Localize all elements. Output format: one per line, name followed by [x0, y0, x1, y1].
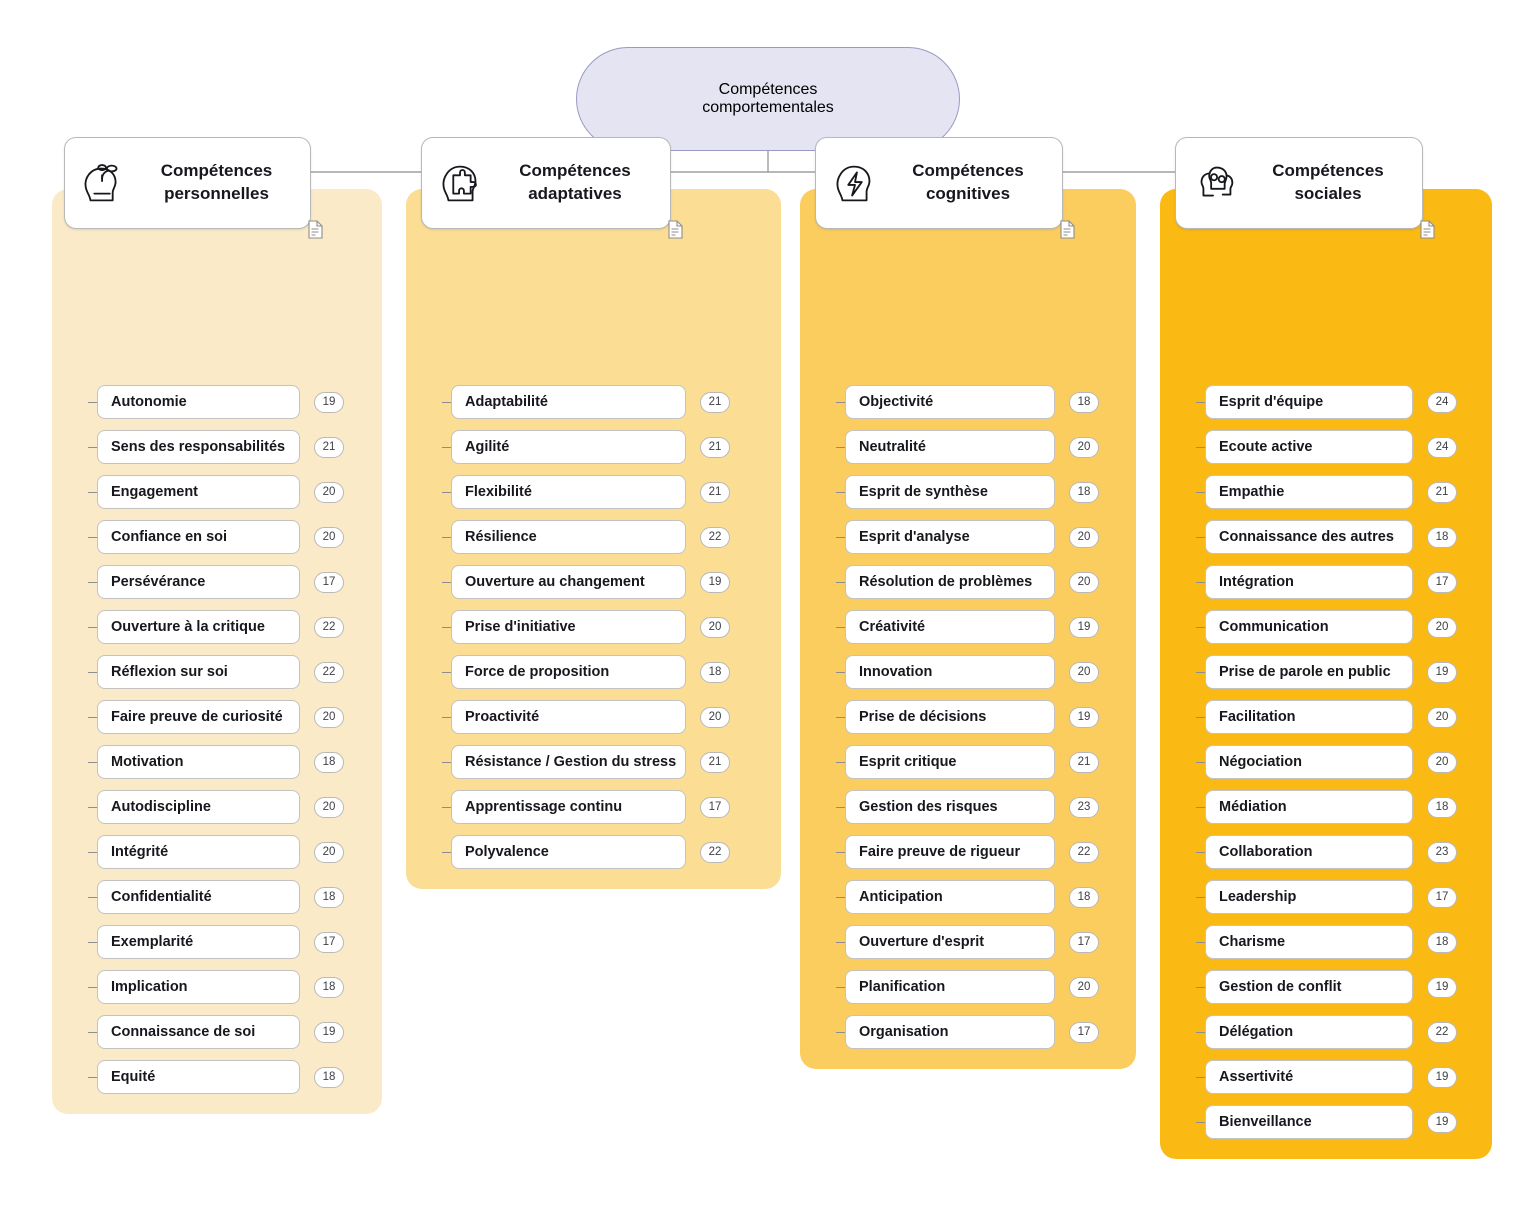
leaf-count-badge[interactable]: 21 — [700, 752, 730, 773]
leaf-count-badge[interactable]: 20 — [1069, 977, 1099, 998]
leaf-label[interactable]: Implication — [97, 970, 300, 1004]
leaf-label[interactable]: Prise de décisions — [845, 700, 1055, 734]
leaf-label[interactable]: Planification — [845, 970, 1055, 1004]
leaf-count-badge[interactable]: 19 — [1069, 617, 1099, 638]
leaf-connector — [88, 402, 97, 403]
leaf-row[interactable] — [845, 565, 1181, 599]
heads-group-icon — [1188, 156, 1242, 210]
leaf-connector — [88, 807, 97, 808]
leaf-row[interactable] — [97, 925, 427, 959]
branch-header-cognitives[interactable] — [815, 137, 1063, 229]
leaf-count-badge[interactable]: 19 — [1427, 1067, 1457, 1088]
branch-title-cognitives: Compétences cognitives — [912, 161, 1024, 203]
leaf-count-badge[interactable]: 19 — [1427, 1112, 1457, 1133]
leaf-connector — [88, 672, 97, 673]
leaf-count-badge[interactable]: 18 — [1069, 482, 1099, 503]
leaf-connector — [1196, 1032, 1205, 1033]
leaf-label[interactable]: Réflexion sur soi — [97, 655, 300, 689]
leaf-row[interactable] — [845, 745, 1181, 779]
leaf-label[interactable]: Force de proposition — [451, 655, 686, 689]
leaf-count-badge[interactable]: 20 — [1069, 662, 1099, 683]
leaf-row[interactable] — [451, 565, 826, 599]
leaf-count-badge[interactable]: 18 — [1427, 932, 1457, 953]
leaf-label[interactable]: Intégrité — [97, 835, 300, 869]
leaf-count-badge[interactable]: 18 — [314, 887, 344, 908]
leaf-connector — [442, 627, 451, 628]
branch-title-adaptatives: Compétences adaptatives — [519, 161, 631, 203]
leaf-label[interactable]: Assertivité — [1205, 1060, 1413, 1094]
leaf-row[interactable] — [1205, 520, 1536, 554]
leaf-count-badge[interactable]: 17 — [1427, 887, 1457, 908]
leaf-list-cognitives — [845, 385, 1181, 1060]
leaf-count-badge[interactable]: 20 — [1427, 617, 1457, 638]
leaf-row[interactable] — [845, 835, 1181, 869]
leaf-label[interactable]: Connaissance de soi — [97, 1015, 300, 1049]
leaf-count-badge[interactable]: 21 — [1069, 752, 1099, 773]
leaf-row[interactable] — [1205, 925, 1536, 959]
leaf-label[interactable]: Motivation — [97, 745, 300, 779]
leaf-label[interactable]: Créativité — [845, 610, 1055, 644]
head-plant-icon — [77, 156, 131, 210]
leaf-count-badge[interactable]: 20 — [700, 617, 730, 638]
leaf-connector — [836, 492, 845, 493]
leaf-connector — [442, 447, 451, 448]
leaf-count-badge[interactable]: 20 — [1427, 752, 1457, 773]
head-puzzle-icon — [432, 154, 490, 212]
branch-panel-cognitives[interactable] — [800, 161, 1136, 1069]
leaf-count-badge[interactable]: 22 — [1427, 1022, 1457, 1043]
leaf-row[interactable] — [845, 970, 1181, 1004]
leaf-connector — [88, 492, 97, 493]
leaf-label[interactable]: Agilité — [451, 430, 686, 464]
leaf-label[interactable]: Proactivité — [451, 700, 686, 734]
leaf-connector — [1196, 492, 1205, 493]
leaf-label[interactable]: Leadership — [1205, 880, 1413, 914]
leaf-row[interactable] — [451, 790, 826, 824]
leaf-connector — [88, 582, 97, 583]
leaf-connector — [1196, 852, 1205, 853]
leaf-connector — [88, 447, 97, 448]
leaf-label[interactable]: Gestion de conflit — [1205, 970, 1413, 1004]
leaf-count-badge[interactable]: 17 — [700, 797, 730, 818]
leaf-connector — [442, 852, 451, 853]
leaf-row[interactable] — [1205, 790, 1536, 824]
leaf-count-badge[interactable]: 18 — [1069, 392, 1099, 413]
leaf-count-badge[interactable]: 20 — [314, 797, 344, 818]
leaf-connector — [836, 807, 845, 808]
note-icon[interactable] — [1059, 220, 1076, 239]
leaf-connector — [88, 987, 97, 988]
leaf-label[interactable]: Exemplarité — [97, 925, 300, 959]
leaf-count-badge[interactable]: 20 — [1069, 437, 1099, 458]
root-node[interactable] — [576, 47, 960, 151]
branch-panel-personnelles[interactable] — [52, 161, 382, 1114]
leaf-connector — [1196, 402, 1205, 403]
leaf-connector — [442, 762, 451, 763]
leaf-connector — [88, 1032, 97, 1033]
leaf-connector — [88, 1077, 97, 1078]
leaf-label[interactable]: Sens des responsabilités — [97, 430, 300, 464]
leaf-label[interactable]: Bienveillance — [1205, 1105, 1413, 1139]
leaf-label[interactable]: Prise d'initiative — [451, 610, 686, 644]
leaf-connector — [1196, 807, 1205, 808]
leaf-count-badge[interactable]: 20 — [314, 842, 344, 863]
leaf-row[interactable] — [97, 700, 427, 734]
leaf-count-badge[interactable]: 19 — [314, 392, 344, 413]
leaf-connector — [836, 762, 845, 763]
head-puzzle-icon — [434, 156, 488, 210]
leaf-count-badge[interactable]: 24 — [1427, 437, 1457, 458]
leaf-row[interactable] — [1205, 745, 1536, 779]
leaf-count-badge[interactable]: 22 — [700, 527, 730, 548]
leaf-row[interactable] — [845, 475, 1181, 509]
leaf-row[interactable] — [845, 430, 1181, 464]
leaf-label[interactable]: Esprit d'analyse — [845, 520, 1055, 554]
leaf-label[interactable]: Anticipation — [845, 880, 1055, 914]
leaf-label[interactable]: Résolution de problèmes — [845, 565, 1055, 599]
leaf-row[interactable] — [451, 610, 826, 644]
leaf-row[interactable] — [97, 880, 427, 914]
leaf-label[interactable]: Flexibilité — [451, 475, 686, 509]
leaf-row[interactable] — [1205, 1105, 1536, 1139]
leaf-count-badge[interactable]: 18 — [314, 1067, 344, 1088]
leaf-count-badge[interactable]: 18 — [314, 977, 344, 998]
leaf-row[interactable] — [97, 610, 427, 644]
leaf-row[interactable] — [845, 520, 1181, 554]
branch-panel-adaptatives[interactable] — [406, 161, 781, 889]
leaf-connector — [1196, 447, 1205, 448]
leaf-row[interactable] — [1205, 430, 1536, 464]
leaf-row[interactable] — [845, 1015, 1181, 1049]
leaf-connector — [1196, 762, 1205, 763]
leaf-connector — [1196, 1122, 1205, 1123]
note-icon[interactable] — [307, 220, 324, 239]
branch-panel-sociales[interactable] — [1160, 161, 1492, 1159]
leaf-row[interactable] — [451, 745, 826, 779]
leaf-row[interactable] — [451, 700, 826, 734]
leaf-label[interactable]: Communication — [1205, 610, 1413, 644]
leaf-label[interactable]: Collaboration — [1205, 835, 1413, 869]
leaf-connector — [836, 987, 845, 988]
leaf-count-badge[interactable]: 18 — [314, 752, 344, 773]
leaf-label[interactable]: Ouverture au changement — [451, 565, 686, 599]
branch-header-personnelles[interactable] — [64, 137, 311, 229]
leaf-row[interactable] — [1205, 610, 1536, 644]
leaf-row[interactable] — [97, 970, 427, 1004]
leaf-count-badge[interactable]: 17 — [1069, 1022, 1099, 1043]
leaf-count-badge[interactable]: 21 — [314, 437, 344, 458]
leaf-row[interactable] — [97, 385, 427, 419]
leaf-label[interactable]: Ouverture d'esprit — [845, 925, 1055, 959]
leaf-connector — [442, 492, 451, 493]
leaf-connector — [1196, 987, 1205, 988]
leaf-connector — [836, 672, 845, 673]
branch-header-sociales[interactable] — [1175, 137, 1423, 229]
leaf-label[interactable]: Délégation — [1205, 1015, 1413, 1049]
note-icon[interactable] — [1419, 220, 1436, 239]
head-bolt-icon — [828, 156, 882, 210]
leaf-label[interactable]: Intégration — [1205, 565, 1413, 599]
leaf-list-personnelles — [97, 385, 427, 1105]
leaf-label[interactable]: Faire preuve de curiosité — [97, 700, 300, 734]
leaf-row[interactable] — [97, 745, 427, 779]
leaf-label[interactable]: Charisme — [1205, 925, 1413, 959]
branch-header-adaptatives[interactable] — [421, 137, 671, 229]
head-plant-icon — [75, 154, 133, 212]
leaf-connector — [442, 672, 451, 673]
leaf-count-badge[interactable]: 19 — [1069, 707, 1099, 728]
leaf-count-badge[interactable]: 22 — [314, 617, 344, 638]
leaf-row[interactable] — [97, 790, 427, 824]
note-icon[interactable] — [667, 220, 684, 239]
leaf-count-badge[interactable]: 18 — [1427, 527, 1457, 548]
leaf-label[interactable]: Empathie — [1205, 475, 1413, 509]
leaf-row[interactable] — [451, 385, 826, 419]
leaf-count-badge[interactable]: 23 — [1427, 842, 1457, 863]
leaf-count-badge[interactable]: 18 — [700, 662, 730, 683]
leaf-connector — [836, 447, 845, 448]
leaf-count-badge[interactable]: 21 — [700, 482, 730, 503]
leaf-label[interactable]: Neutralité — [845, 430, 1055, 464]
leaf-label[interactable]: Engagement — [97, 475, 300, 509]
leaf-row[interactable] — [1205, 835, 1536, 869]
leaf-connector — [88, 627, 97, 628]
leaf-count-badge[interactable]: 20 — [1069, 572, 1099, 593]
leaf-connector — [1196, 897, 1205, 898]
leaf-count-badge[interactable]: 21 — [700, 437, 730, 458]
leaf-connector — [442, 402, 451, 403]
leaf-count-badge[interactable]: 17 — [1427, 572, 1457, 593]
leaf-count-badge[interactable]: 19 — [1427, 977, 1457, 998]
leaf-connector — [88, 537, 97, 538]
leaf-label[interactable]: Innovation — [845, 655, 1055, 689]
leaf-count-badge[interactable]: 24 — [1427, 392, 1457, 413]
leaf-connector — [88, 942, 97, 943]
leaf-label[interactable]: Résistance / Gestion du stress — [451, 745, 686, 779]
leaf-row[interactable] — [97, 1015, 427, 1049]
leaf-row[interactable] — [451, 655, 826, 689]
leaf-connector — [836, 627, 845, 628]
leaf-count-badge[interactable]: 21 — [700, 392, 730, 413]
leaf-row[interactable] — [845, 790, 1181, 824]
leaf-row[interactable] — [97, 1060, 427, 1094]
leaf-row[interactable] — [97, 475, 427, 509]
leaf-label[interactable]: Adaptabilité — [451, 385, 686, 419]
heads-group-icon — [1186, 154, 1244, 212]
leaf-count-badge[interactable]: 18 — [1069, 887, 1099, 908]
leaf-count-badge[interactable]: 19 — [700, 572, 730, 593]
leaf-connector — [442, 717, 451, 718]
leaf-label[interactable]: Esprit de synthèse — [845, 475, 1055, 509]
leaf-connector — [88, 852, 97, 853]
root-title-line1: Compétences — [718, 81, 818, 98]
leaf-count-badge[interactable]: 22 — [314, 662, 344, 683]
leaf-connector — [836, 402, 845, 403]
leaf-count-badge[interactable]: 22 — [700, 842, 730, 863]
leaf-row[interactable] — [845, 655, 1181, 689]
leaf-count-badge[interactable]: 20 — [1069, 527, 1099, 548]
leaf-connector — [442, 537, 451, 538]
leaf-connector — [88, 717, 97, 718]
leaf-connector — [1196, 1077, 1205, 1078]
leaf-connector — [836, 537, 845, 538]
branch-title-sociales: Compétences sociales — [1272, 161, 1384, 203]
leaf-connector — [836, 897, 845, 898]
leaf-row[interactable] — [845, 925, 1181, 959]
branch-title-personnelles: Compétences personnelles — [160, 161, 273, 203]
leaf-row[interactable] — [97, 565, 427, 599]
leaf-count-badge[interactable]: 20 — [314, 482, 344, 503]
leaf-row[interactable] — [1205, 655, 1536, 689]
leaf-connector — [836, 717, 845, 718]
leaf-row[interactable] — [1205, 970, 1536, 1004]
leaf-connector — [442, 582, 451, 583]
leaf-count-badge[interactable]: 17 — [1069, 932, 1099, 953]
leaf-row[interactable] — [97, 655, 427, 689]
leaf-label[interactable]: Ouverture à la critique — [97, 610, 300, 644]
leaf-label[interactable]: Confiance en soi — [97, 520, 300, 554]
leaf-label[interactable]: Prise de parole en public — [1205, 655, 1413, 689]
root-title — [702, 81, 834, 117]
leaf-row[interactable] — [845, 880, 1181, 914]
leaf-connector — [1196, 942, 1205, 943]
leaf-row[interactable] — [1205, 1060, 1536, 1094]
leaf-row[interactable] — [845, 385, 1181, 419]
leaf-label[interactable]: Faire preuve de rigueur — [845, 835, 1055, 869]
leaf-count-badge[interactable]: 20 — [314, 707, 344, 728]
leaf-count-badge[interactable]: 17 — [314, 572, 344, 593]
leaf-label[interactable]: Résilience — [451, 520, 686, 554]
leaf-count-badge[interactable]: 17 — [314, 932, 344, 953]
leaf-count-badge[interactable]: 22 — [1069, 842, 1099, 863]
leaf-row[interactable] — [451, 835, 826, 869]
leaf-row[interactable] — [1205, 1015, 1536, 1049]
leaf-row[interactable] — [451, 520, 826, 554]
head-bolt-icon — [826, 154, 884, 212]
leaf-count-badge[interactable]: 20 — [1427, 707, 1457, 728]
leaf-label[interactable]: Esprit d'équipe — [1205, 385, 1413, 419]
leaf-label[interactable]: Apprentissage continu — [451, 790, 686, 824]
leaf-count-badge[interactable]: 18 — [1427, 797, 1457, 818]
leaf-connector — [88, 762, 97, 763]
leaf-row[interactable] — [1205, 700, 1536, 734]
leaf-connector — [836, 582, 845, 583]
leaf-connector — [836, 852, 845, 853]
leaf-list-sociales — [1205, 385, 1536, 1150]
leaf-label[interactable]: Confidentialité — [97, 880, 300, 914]
leaf-row[interactable] — [97, 520, 427, 554]
leaf-label[interactable]: Médiation — [1205, 790, 1413, 824]
leaf-row[interactable] — [97, 835, 427, 869]
leaf-connector — [442, 807, 451, 808]
leaf-connector — [1196, 672, 1205, 673]
leaf-row[interactable] — [1205, 880, 1536, 914]
leaf-connector — [836, 1032, 845, 1033]
leaf-connector — [1196, 582, 1205, 583]
leaf-label[interactable]: Ecoute active — [1205, 430, 1413, 464]
leaf-count-badge[interactable]: 20 — [314, 527, 344, 548]
leaf-row[interactable] — [845, 610, 1181, 644]
leaf-connector — [88, 897, 97, 898]
leaf-label[interactable]: Négociation — [1205, 745, 1413, 779]
leaf-count-badge[interactable]: 19 — [314, 1022, 344, 1043]
leaf-label[interactable]: Autodiscipline — [97, 790, 300, 824]
leaf-label[interactable]: Polyvalence — [451, 835, 686, 869]
leaf-label[interactable]: Facilitation — [1205, 700, 1413, 734]
leaf-connector — [1196, 717, 1205, 718]
leaf-label[interactable]: Autonomie — [97, 385, 300, 419]
leaf-row[interactable] — [1205, 565, 1536, 599]
leaf-label[interactable]: Equité — [97, 1060, 300, 1094]
leaf-list-adaptatives — [451, 385, 826, 880]
leaf-label[interactable]: Organisation — [845, 1015, 1055, 1049]
leaf-label[interactable]: Objectivité — [845, 385, 1055, 419]
leaf-row[interactable] — [97, 430, 427, 464]
leaf-count-badge[interactable]: 23 — [1069, 797, 1099, 818]
leaf-row[interactable] — [451, 475, 826, 509]
leaf-row[interactable] — [1205, 475, 1536, 509]
leaf-connector — [1196, 627, 1205, 628]
leaf-label[interactable]: Esprit critique — [845, 745, 1055, 779]
leaf-label[interactable]: Connaissance des autres — [1205, 520, 1413, 554]
leaf-count-badge[interactable]: 21 — [1427, 482, 1457, 503]
root-title-line2: comportementales — [702, 99, 834, 116]
leaf-count-badge[interactable]: 20 — [700, 707, 730, 728]
leaf-row[interactable] — [1205, 385, 1536, 419]
leaf-connector — [836, 942, 845, 943]
leaf-label[interactable]: Gestion des risques — [845, 790, 1055, 824]
leaf-row[interactable] — [451, 430, 826, 464]
leaf-label[interactable]: Persévérance — [97, 565, 300, 599]
leaf-connector — [1196, 537, 1205, 538]
leaf-count-badge[interactable]: 19 — [1427, 662, 1457, 683]
leaf-row[interactable] — [845, 700, 1181, 734]
